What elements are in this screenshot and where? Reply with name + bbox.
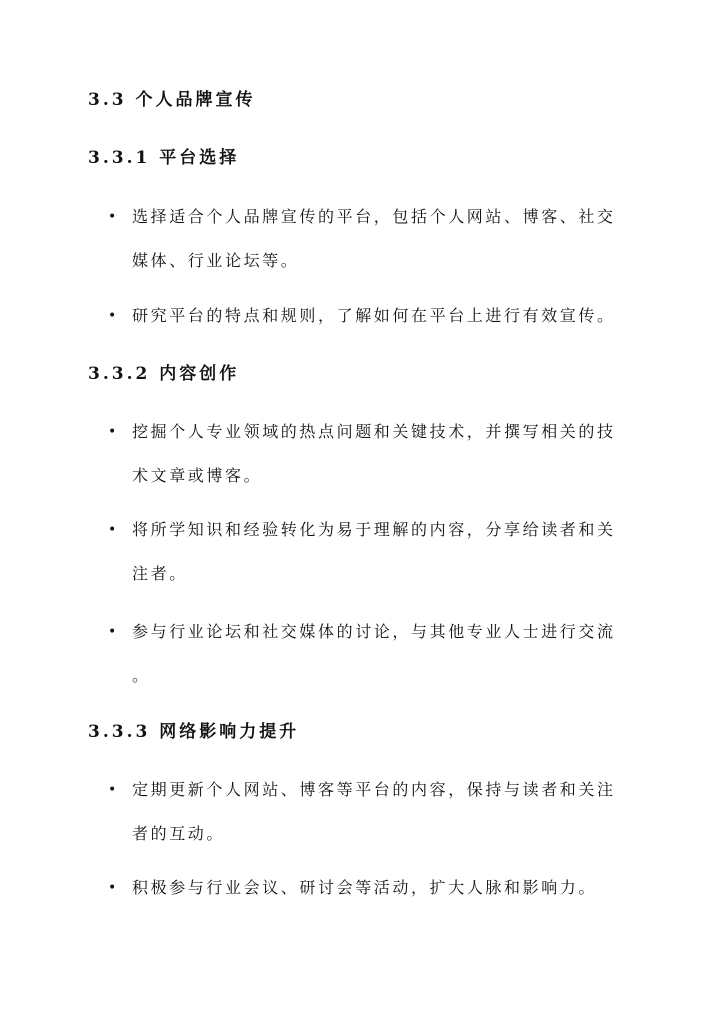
list-item-text: 术文章或博客。 bbox=[132, 466, 263, 485]
section-heading-3-3-2: 3.3.2 内容创作 bbox=[88, 364, 240, 384]
bullet-icon: • bbox=[108, 624, 117, 640]
section-heading-3-3: 3.3 个人品牌宣传 bbox=[88, 90, 256, 110]
list-item-text: 积极参与行业会议、研讨会等活动，扩大人脉和影响力。 bbox=[132, 878, 598, 897]
list-item-text: 者的互动。 bbox=[132, 824, 226, 843]
list-item-text: 挖掘个人专业领域的热点问题和关键技术，并撰写相关的技 bbox=[132, 422, 616, 441]
list-item-text: 注者。 bbox=[132, 564, 188, 583]
section-heading-3-3-3: 3.3.3 网络影响力提升 bbox=[88, 722, 300, 742]
list-item-text: 研究平台的特点和规则，了解如何在平台上进行有效宣传。 bbox=[132, 306, 616, 325]
list-item-text: 媒体、行业论坛等。 bbox=[132, 251, 300, 270]
bullet-icon: • bbox=[108, 209, 117, 225]
bullet-icon: • bbox=[108, 522, 117, 538]
list-item-text: 定期更新个人网站、博客等平台的内容，保持与读者和关注 bbox=[132, 780, 616, 799]
list-item-text: 将所学知识和经验转化为易于理解的内容，分享给读者和关 bbox=[132, 520, 616, 539]
bullet-icon: • bbox=[108, 308, 117, 324]
list-item-text: 参与行业论坛和社交媒体的讨论，与其他专业人士进行交流 bbox=[132, 622, 616, 641]
list-item-text: 。 bbox=[132, 666, 151, 685]
section-heading-3-3-1: 3.3.1 平台选择 bbox=[88, 148, 240, 168]
bullet-icon: • bbox=[108, 782, 117, 798]
bullet-icon: • bbox=[108, 880, 117, 896]
bullet-icon: • bbox=[108, 424, 117, 440]
list-item-text: 选择适合个人品牌宣传的平台，包括个人网站、博客、社交 bbox=[132, 207, 616, 226]
